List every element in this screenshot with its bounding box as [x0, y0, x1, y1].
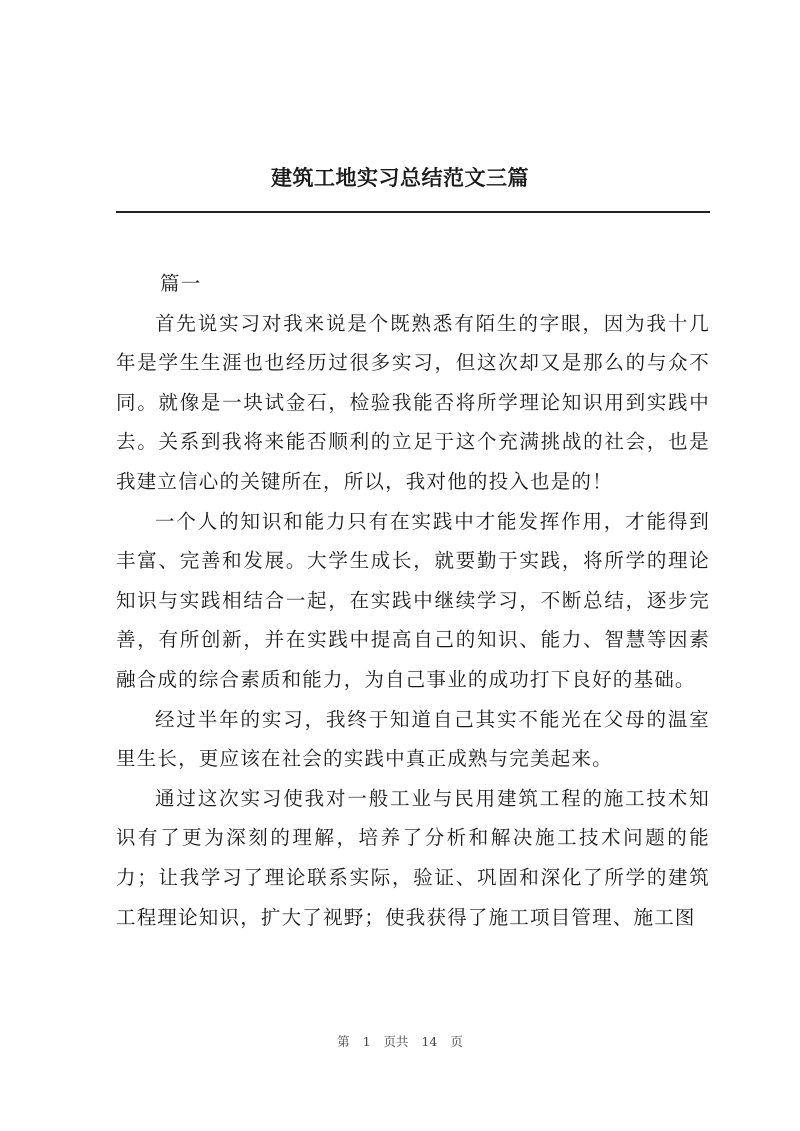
paragraph-2: 一个人的知识和能力只有在实践中才能发挥作用，才能得到丰富、完善和发展。大学生成长，就要勤于实践，将所学的理论知识与实践相结合一起，在实践中继续学习，不断总结，逐步完善，有所创新，并在实践中提高自己的知识、能力、智慧等因素融合成的综合素质和能力，为自己事业的成功打下良好的基础。 [116, 509, 710, 691]
document-title: 建筑工地实习总结范文三篇 [271, 165, 529, 190]
section-heading: 篇一 [160, 272, 202, 295]
paragraph-4: 通过这次实习使我对一般工业与民用建筑工程的施工技术知识有了更为深刻的理解，培养了分析和解决施工技术问题的能力；让我学习了理论联系实际，验证、巩固和深化了所学的建筑工程理论知识，扩大了视野；使我获得了施工项目管理、施工图 [116, 786, 710, 929]
paragraph-3: 经过半年的实习，我终于知道自己其实不能光在父母的温室里生长，更应该在社会的实践中真正成熟与完美起来。 [116, 707, 710, 771]
document-body [116, 264, 710, 937]
paragraph-1: 首先说实习对我来说是个既熟悉有陌生的字眼，因为我十几年是学生生涯也也经历过很多实习，但这次却又是那么的与众不同。就像是一块试金石，检验我能否将所学理论知识用到实践中去。关系到我将来能否顺利的立足于这个充满挑战的社会，也是我建立信心的关键所在，所以，我对他的投入也是的！ [116, 311, 710, 493]
title-underline [116, 211, 710, 213]
page-number-footer: 第 1 页共 14 页 [337, 1034, 463, 1049]
